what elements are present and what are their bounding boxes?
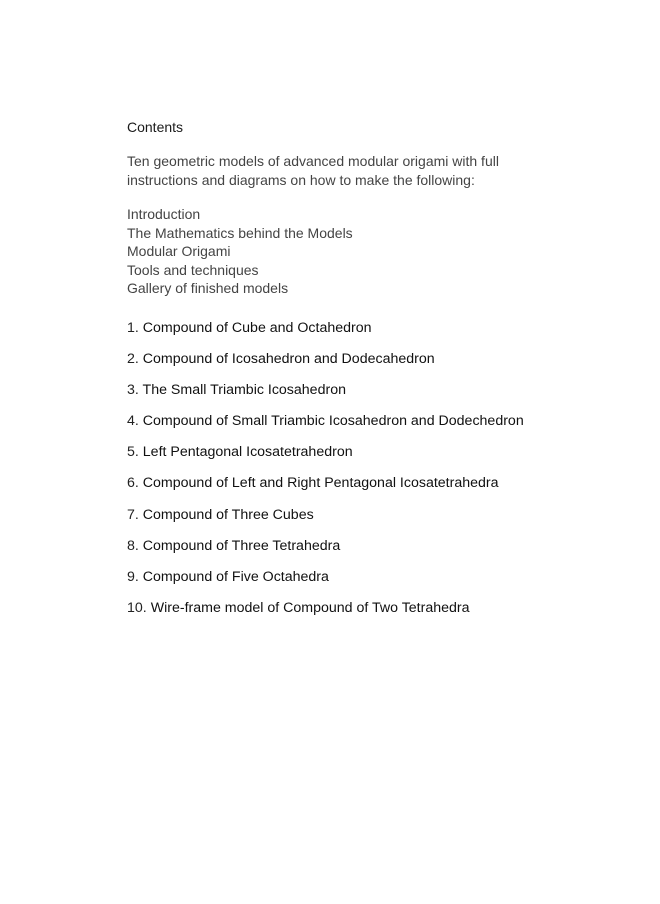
model-number: 6. — [127, 475, 139, 492]
section-item-gallery: Gallery of finished models — [127, 280, 289, 296]
model-title: Wire-frame model of Compound of Two Tetrahedra — [150, 600, 470, 617]
model-title: Compound of Three Tetrahedra — [142, 537, 341, 554]
page-title: Contents — [127, 119, 184, 135]
model-number: 10. — [127, 600, 147, 617]
list-item — [127, 568, 647, 599]
model-title: Compound of Three Cubes — [142, 506, 314, 523]
section-list — [127, 205, 647, 298]
model-number: 4. — [127, 413, 139, 430]
section-item-tools: Tools and techniques — [127, 261, 259, 278]
model-number: 5. — [127, 444, 139, 461]
model-list — [127, 319, 647, 631]
model-number: 8. — [127, 537, 139, 554]
model-title: Compound of Small Triambic Icosahedron and Dodechedron — [142, 413, 524, 430]
intro-paragraph — [127, 152, 647, 189]
model-title: The Small Triambic Icosahedron — [142, 381, 346, 398]
contents-block — [127, 118, 647, 630]
list-item — [127, 537, 647, 568]
list-item — [127, 474, 647, 505]
model-number: 7. — [127, 506, 139, 523]
list-item — [127, 412, 647, 443]
section-item-modular-origami: Modular Origami — [127, 243, 231, 259]
list-item — [127, 443, 647, 474]
model-title: Compound of Left and Right Pentagonal Icosatetrahedra — [142, 475, 499, 492]
list-item — [127, 381, 647, 412]
model-title: Left Pentagonal Icosatetrahedron — [142, 444, 353, 461]
section-item-introduction: Introduction — [127, 206, 201, 222]
model-title: Compound of Cube and Octahedron — [142, 319, 372, 336]
model-number: 2. — [127, 350, 139, 367]
model-title: Compound of Icosahedron and Dodecahedron — [142, 350, 435, 367]
model-title: Compound of Five Octahedra — [142, 569, 329, 585]
section-item-mathematics: The Mathematics behind the Models — [127, 224, 353, 241]
list-item — [127, 506, 647, 537]
intro-line: instructions and diagrams on how to make the following: — [127, 171, 475, 188]
list-item — [127, 319, 647, 350]
model-number: 3. — [127, 381, 139, 398]
list-item — [127, 350, 647, 381]
list-item — [127, 599, 647, 630]
model-number: 1. — [127, 319, 139, 336]
intro-line: Ten geometric models of advanced modular origami with full — [127, 153, 499, 169]
model-number: 9. — [127, 569, 139, 585]
